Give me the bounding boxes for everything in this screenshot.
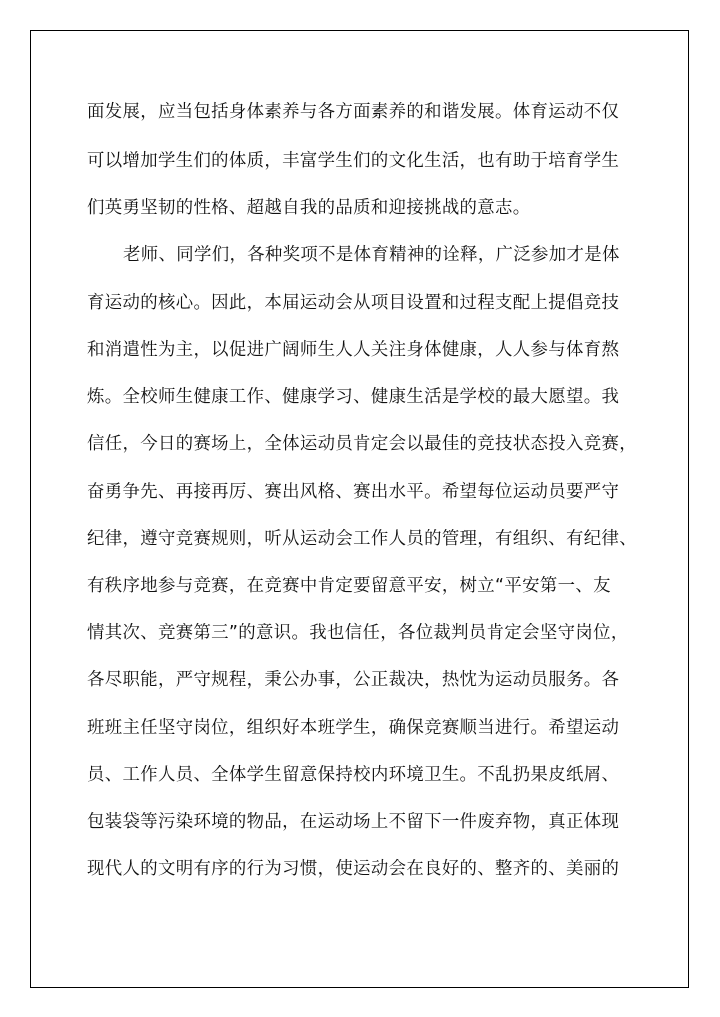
text-line: 育运动的核心。因此，本届运动会从项目设置和过程支配上提倡竞技 [87,293,620,313]
text-line: 们英勇坚韧的性格、超越自我的品质和迎接挑战的意志。 [87,198,531,218]
text-line: 现代人的文明有序的行为习惯，使运动会在良好的、整齐的、美丽的 [87,859,620,879]
page-border [30,30,689,988]
text-line: 纪律，遵守竞赛规则，听从运动会工作人员的管理，有组织、有纪律、 [87,529,637,549]
text-line: 有秩序地参与竞赛，在竞赛中肯定要留意平安，树立“平安第一、友 [87,576,611,596]
paragraph-start-line: 老师、同学们，各种奖项不是体育精神的诠释，广泛参加才是体 [123,245,620,265]
text-line: 包装袋等污染环境的物品，在运动场上不留下一件废弃物，真正体现 [87,812,620,832]
text-line: 面发展，应当包括身体素养与各方面素养的和谐发展。体育运动不仅 [87,102,620,122]
text-line: 炼。全校师生健康工作、健康学习、健康生活是学校的最大愿望。我 [87,387,620,407]
text-line: 班班主任坚守岗位，组织好本班学生，确保竞赛顺当进行。希望运动 [87,718,620,738]
text-line: 奋勇争先、再接再厉、赛出风格、赛出水平。希望每位运动员要严守 [87,482,620,502]
text-line: 情其次、竞赛第三”的意识。我也信任，各位裁判员肯定会坚守岗位， [87,623,629,643]
text-line: 和消遣性为主，以促进广阔师生人人关注身体健康，人人参与体育熬 [87,340,620,360]
text-line: 员、工作人员、全体学生留意保持校内环境卫生。不乱扔果皮纸屑、 [87,765,620,785]
text-line: 各尽职能，严守规程，秉公办事，公正裁决，热忱为运动员服务。各 [87,670,620,690]
text-line: 可以增加学生们的体质，丰富学生们的文化生活，也有助于培育学生 [87,151,620,171]
text-line: 信任，今日的赛场上，全体运动员肯定会以最佳的竞技状态投入竞赛， [87,434,637,454]
